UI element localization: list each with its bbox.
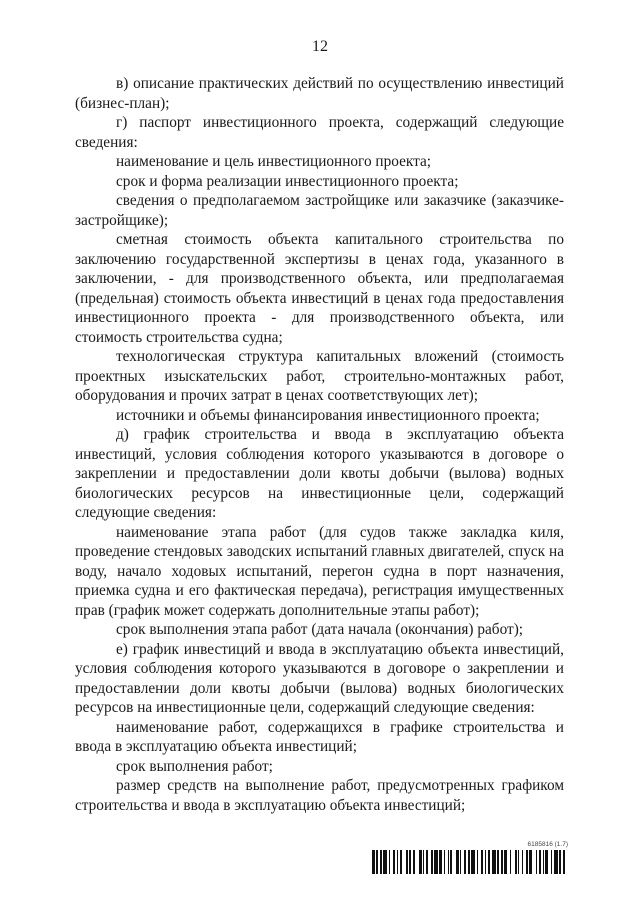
document-body: [75, 74, 564, 815]
paragraph-stage-name: наименование этапа работ (для судов также закладка киля, проведение стендовых заводских испытаний главных двигателей, спуск на воду, начало ходовых испытаний, перегон судна в порт назначения, приемка судна и его фактическая передача), регистрация имущественных прав (график может содержать дополнительные этапы работ);: [75, 523, 564, 619]
paragraph-d: д) график строительства и ввода в эксплуатацию объекта инвестиций, условия соблюдения которого указываются в договоре о закреплении и предоставлении доли квоты добычи (вылова) водных биологических ресурсов на инвестиционные цели, содержащий следующие сведения:: [75, 426, 564, 521]
barcode-icon: [372, 850, 568, 874]
paragraph-funds-amount: размер средств на выполнение работ, предусмотренных графиком строительства и ввода в эксплуатацию объекта инвестиций;: [75, 777, 564, 814]
document-code: 6185816 (1.7): [527, 841, 568, 848]
paragraph-project-name: наименование и цель инвестиционного проекта;: [116, 153, 432, 170]
page-number: 12: [312, 38, 328, 55]
paragraph-funding-sources: источники и объемы финансирования инвестиционного проекта;: [116, 406, 540, 424]
paragraph-g: г) паспорт инвестиционного проекта, содержащий следующие сведения:: [75, 114, 564, 151]
paragraph-tech-structure: технологическая структура капитальных вложений (стоимость проектных изыскательских работ, строительно-монтажных работ, оборудования и прочих затрат в ценах соответствующих лет);: [75, 348, 564, 404]
paragraph-project-term: срок и форма реализации инвестиционного проекта;: [116, 172, 459, 190]
paragraph-v: в) описание практических действий по осуществлению инвестиций (бизнес-план);: [75, 75, 564, 112]
paragraph-e: е) график инвестиций и ввода в эксплуатацию объекта инвестиций, условия соблюдения которого указываются в договоре о закреплении и предоставлении доли квоты добычи (вылова) водных биологических ресурсов на инвестиционные цели, содержащий следующие сведения:: [75, 640, 564, 716]
paragraph-works-term: срок выполнения работ;: [116, 757, 273, 775]
paragraph-works-name: наименование работ, содержащихся в графике строительства и ввода в эксплуатацию объекта инвестиций;: [75, 718, 564, 755]
paragraph-estimate-cost: сметная стоимость объекта капитального строительства по заключению государственной экспертизы в ценах года, указанного в заключении, - для производственного объекта, или предполагаемая (предельная) стоимость объекта инвестиций в ценах года предоставления инвестиционного проекта - для производственного объекта, или стоимость строительства судна;: [75, 231, 564, 346]
paragraph-stage-term: срок выполнения этапа работ (дата начала (окончания) работ);: [116, 621, 524, 638]
paragraph-developer: сведения о предполагаемом застройщике или заказчике (заказчике-застройщике);: [75, 192, 564, 229]
barcode-stripe: [565, 850, 568, 874]
